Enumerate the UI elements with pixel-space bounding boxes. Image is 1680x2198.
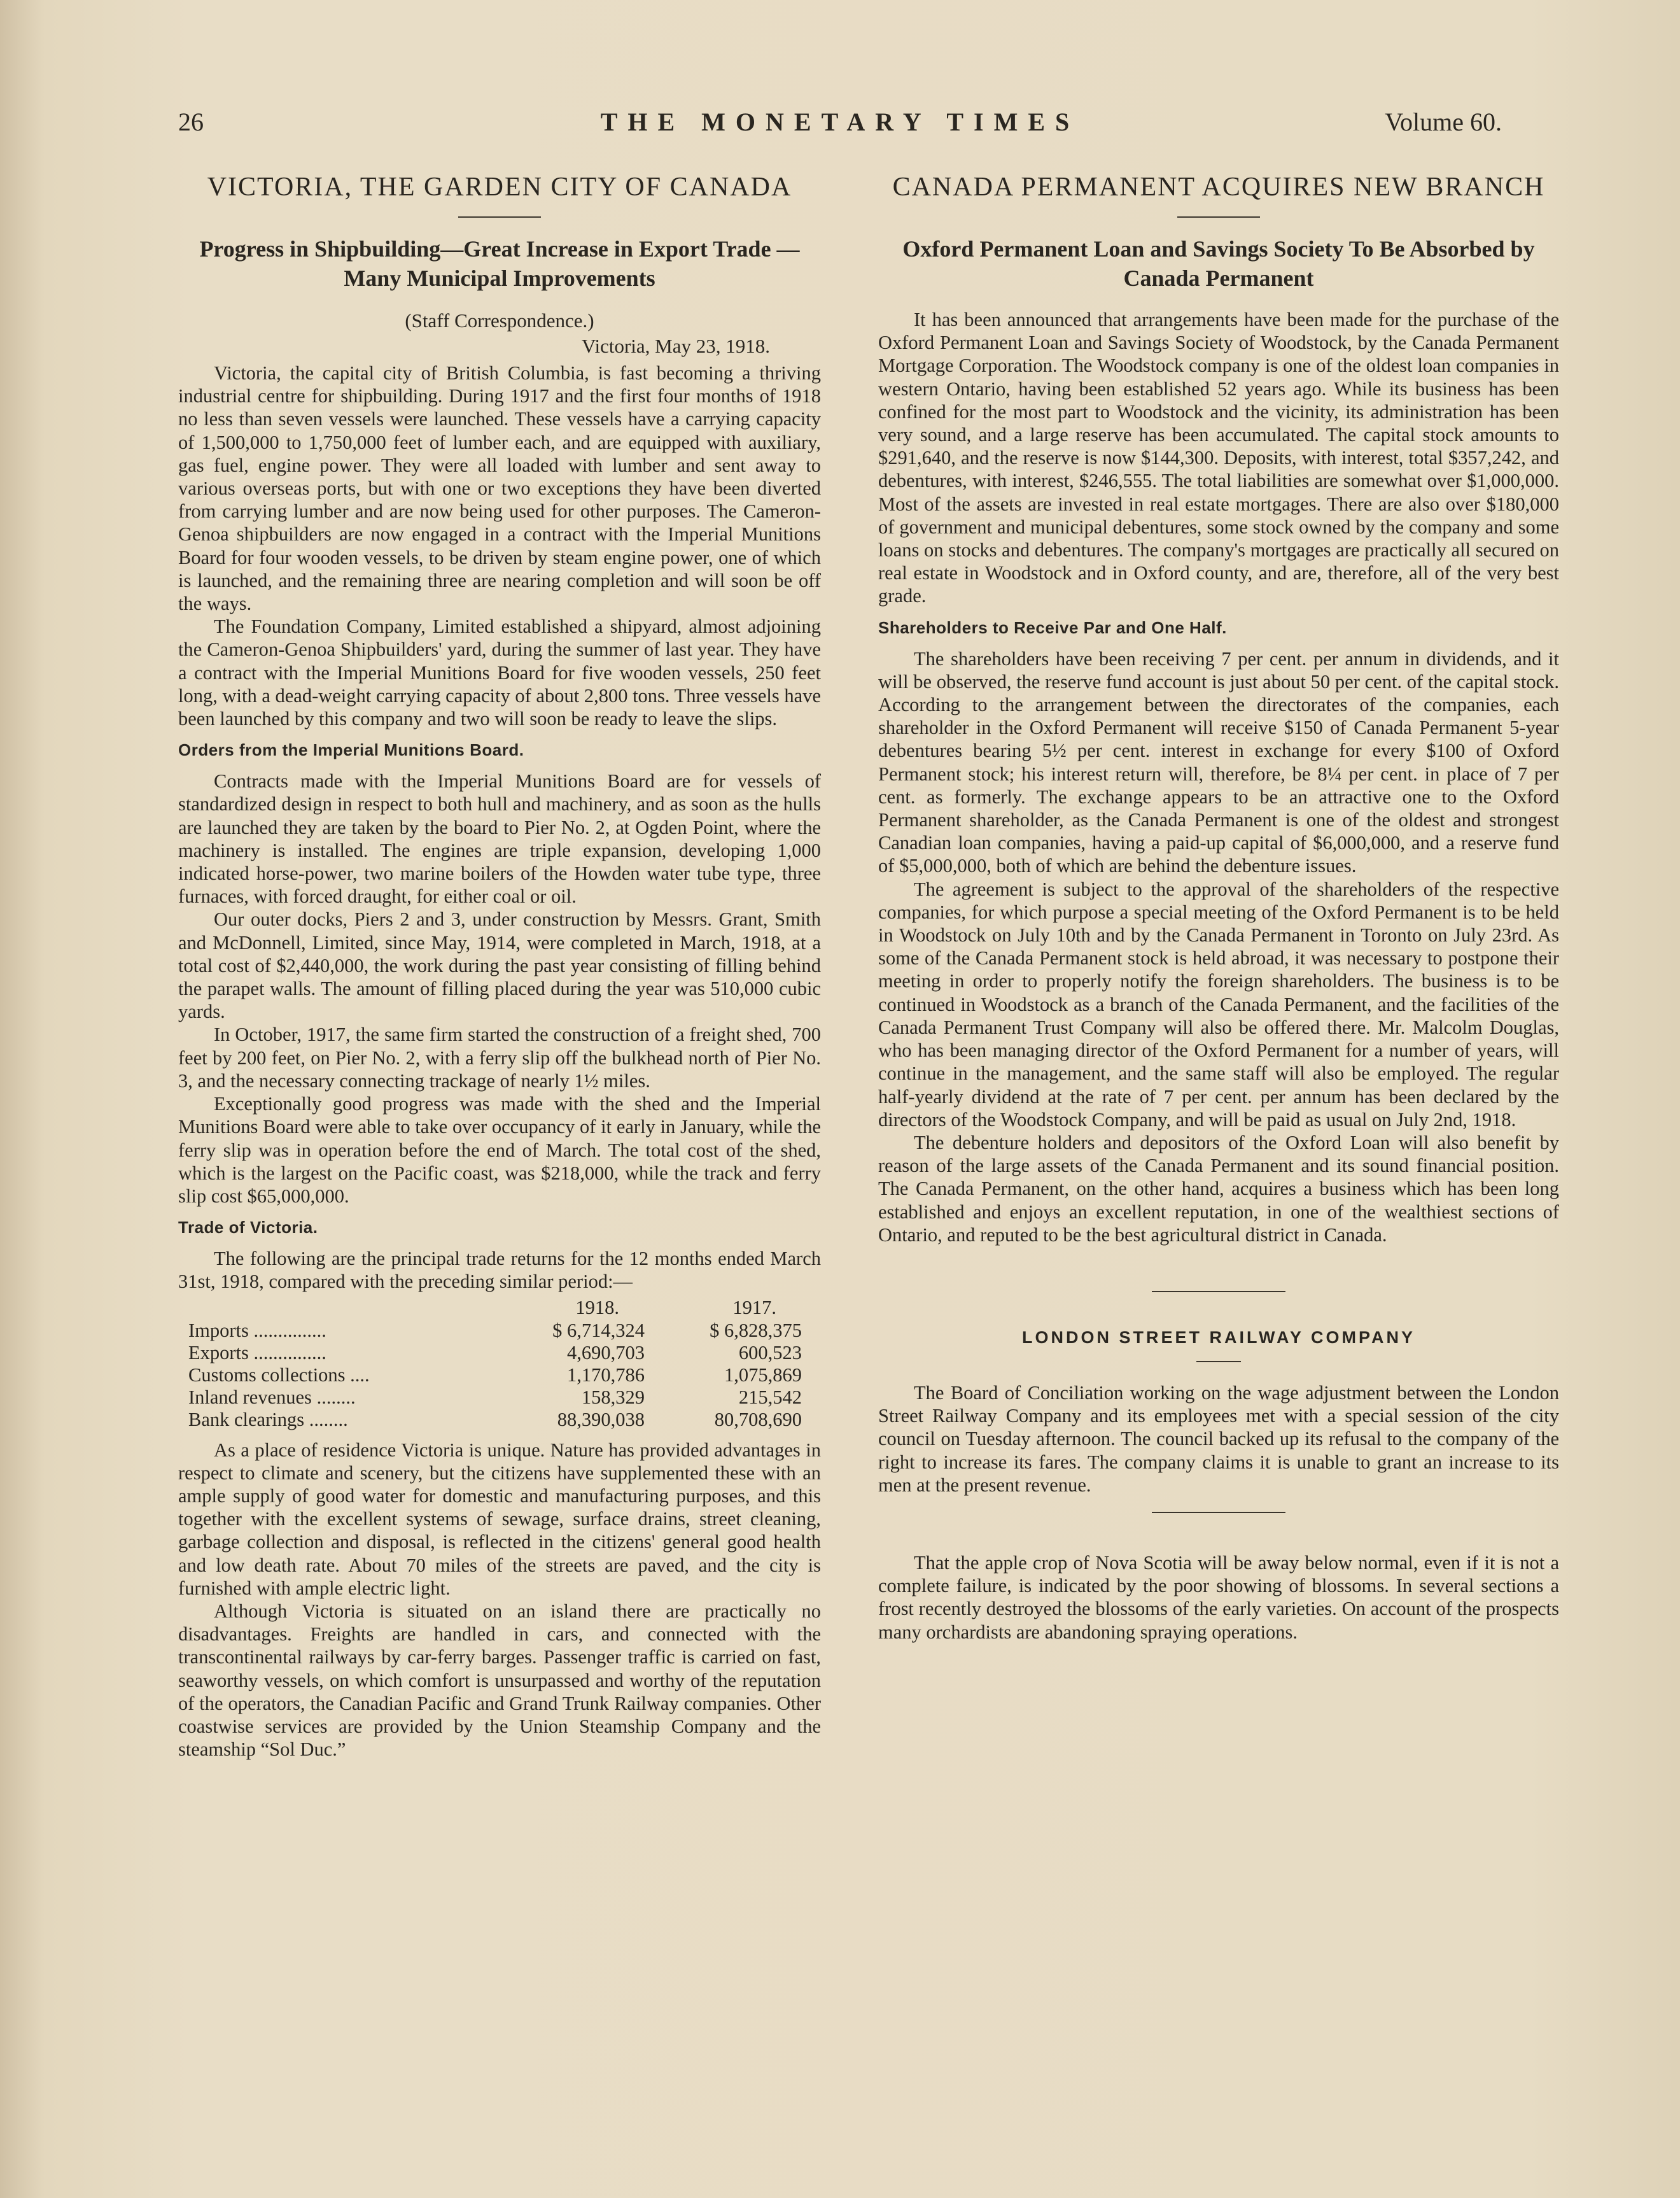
title-rule [458, 216, 541, 218]
table-row [178, 1409, 802, 1431]
leader-dots: ............... [253, 1319, 326, 1341]
value-1917: $ 6,828,375 [710, 1319, 802, 1341]
value-1918: $ 6,714,324 [552, 1319, 645, 1341]
value-1917: 1,075,869 [724, 1363, 802, 1386]
dateline: Victoria, May 23, 1918. [581, 335, 770, 357]
table-row [178, 1342, 802, 1364]
row-label: Exports [188, 1341, 249, 1363]
section-heading: Trade of Victoria. [178, 1218, 318, 1237]
article-subtitle-victoria: Progress in Shipbuilding—Great Increase in Export Trade —Many Municipal Improvements [199, 236, 800, 291]
paragraph: The debenture holders and depositors of the Oxford Loan will also benefit by reason of the large assets of the Canada Permanent and its sound financial position. The Canada Permanent, on the other hand, acquires a business which has been long established and enjoys an excellent reputation, in one of the wealthiest sections of Ontario, and reputed to be the best agricultural district in Canada. [878, 1131, 1559, 1246]
article-subtitle-canada-permanent: Oxford Permanent Loan and Savings Society To Be Absorbed by Canada Permanent [902, 236, 1535, 291]
paragraph: It has been announced that arrangements have been made for the purchase of the Oxford Permanent Loan and Savings Society of Woodstock, by the Canada Permanent Mortgage Corporation. The Woodstock company is one of the oldest loan companies in western Ontario, having been established 52 years ago. While its business has been confined for the most part to Woodstock and the vicinity, its administration has been very sound, and a large reserve has been accumulated. The capital stock amounts to $291,640, and the reserve is now $144,300. Deposits, with interest, total $357,242, and debentures, with interest, $246,555. The total liabilities are somewhat over $1,000,000. Most of the assets are invested in real estate mortgages. There are also over $180,000 of government and municipal debentures, some stock owned by the company and some loans on stocks and debentures. The company's mortgages are practically all secured on real estate in Woodstock and in Oxford county, and are, therefore, all of the very best grade. [878, 309, 1559, 607]
paragraph: Contracts made with the Imperial Munitions Board are for vessels of standardized design in respect to both hull and machinery, and as soon as the hulls are launched they are taken by the board to Pier No. 2, at Ogden Point, where the machinery is installed. The engines are triple expansion, developing 1,000 indicated horse-power, two marine boilers of the Howden water tube type, three furnaces, with forced draught, for either coal or oil. [178, 770, 821, 908]
paragraph: Exceptionally good progress was made with the shed and the Imperial Munitions Board were able to take over occupancy of it early in January, while the ferry slip was in operation before the end of March. The total cost of the shed, which is the largest on the Pacific coast, was $218,000, while the track and ferry slip cost $65,000,000. [178, 1093, 821, 1207]
value-1918: 1,170,786 [567, 1363, 645, 1386]
paragraph: The following are the principal trade returns for the 12 months ended March 31st, 1918, compared with the preceding similar period:— [178, 1248, 821, 1293]
volume-label: Volume 60. [1385, 108, 1502, 136]
running-header [178, 107, 1502, 145]
section-heading: Shareholders to Receive Par and One Half. [878, 617, 1227, 637]
paragraph: Although Victoria is situated on an island there are practically no disadvantages. Freights are handled in cars, and connected with the transcontinental railways by car-ferry barges. Passenger traffic is carried on fast, seaworthy vessels, on which comfort is unsurpassed and worthy of the reputation of the operators, the Canadian Pacific and Grand Trunk Railway companies. Other coastwise services are provided by the Union Steamship Company and the steamship “Sol Duc.” [178, 1600, 821, 1761]
paragraph: Victoria, the capital city of British Columbia, is fast becoming a thriving industrial centre for shipbuilding. During 1917 and the first four months of 1918 no less than seven vessels were launched. These vessels have a carrying capacity of 1,500,000 to 1,750,000 feet of lumber each, and are equipped with auxiliary, gas fuel, engine power. They were all loaded with lumber and sent away to various overseas ports, but with one or two exceptions they have been diverted from carrying lumber and are now being used for other purposes. The Cameron-Genoa shipbuilders are now engaged in a contract with the Imperial Munitions Board for four wooden vessels, to be driven by steam engine power, one of which is launched, and the remaining three are nearing completion and will soon be off the ways. [178, 362, 821, 615]
value-1918: 4,690,703 [567, 1341, 645, 1363]
row-label: Inland revenues [188, 1386, 312, 1408]
trade-returns-table [178, 1296, 802, 1431]
column-header: 1918. [575, 1296, 619, 1318]
left-column [178, 172, 821, 1761]
article-title-london-street-railway: LONDON STREET RAILWAY COMPANY [1021, 1327, 1416, 1347]
leader-dots: ........ [309, 1408, 348, 1430]
title-rule [1196, 1361, 1241, 1362]
table-row [178, 1364, 802, 1386]
table-row [178, 1386, 802, 1409]
page-number: 26 [178, 108, 204, 136]
paragraph: The Board of Conciliation working on the wage adjustment between the London Street Railway Company and its employees met with a special session of the city council on Tuesday afternoon. The council backed up its refusal to the company of the right to increase its fares. The company claims it is unable to grant an increase to its men at the present revenue. [878, 1381, 1559, 1496]
table-row [178, 1320, 802, 1342]
value-1917: 80,708,690 [714, 1408, 802, 1430]
article-title-canada-permanent: CANADA PERMANENT ACQUIRES NEW BRANCH [892, 173, 1545, 202]
paragraph: That the apple crop of Nova Scotia will be away below normal, even if it is not a complete failure, is indicated by the poor showing of blossoms. In several sections a frost recently destroyed the blossoms of the early varieties. On account of the prospects many orchardists are abandoning spraying operations. [878, 1551, 1559, 1643]
article-body-victoria [178, 362, 821, 1761]
paragraph: The agreement is subject to the approval of the shareholders of the respective companies, for which purpose a special meeting of the Oxford Permanent is to be held in Woodstock on July 10th and by the Canada Permanent in Toronto on July 23rd. As some of the Canada Permanent stock is held abroad, it was necessary to postpone their meeting in order to properly notify the foreign shareholders. The business is to be continued in Woodstock as a branch of the Canada Permanent, and the facilities of the Canada Permanent Trust Company will also be offered there. Mr. Malcolm Douglas, who has been managing director of the Oxford Permanent for a number of years, will continue in the management, and the same staff will also be employed. The regular half-yearly dividend at the rate of 7 per cent. per annum has been declared by the directors of the Woodstock Company, and will be paid as usual on July 2nd, 1918. [878, 878, 1559, 1131]
right-column [878, 172, 1559, 1644]
value-1918: 158,329 [581, 1386, 645, 1408]
title-rule [1177, 216, 1260, 218]
value-1918: 88,390,038 [557, 1408, 645, 1430]
paragraph: The Foundation Company, Limited established a shipyard, almost adjoining the Cameron-Genoa Shipbuilders' yard, during the summer of last year. They have a contract with the Imperial Munitions Board for five wooden vessels, 250 feet long, with a dead-weight carrying capacity of about 2,800 tons. Three vessels have been launched by this company and two will soon be ready to leave the slips. [178, 616, 821, 730]
publication-title: THE MONETARY TIMES [600, 108, 1080, 136]
paragraph: The shareholders have been receiving 7 per cent. per annum in dividends, and it will be observed, the reserve fund account is just about 50 per cent. of the capital stock. According to the arrangement between the directorates of the companies, each shareholder in the Oxford Permanent will receive $150 of Canada Permanent 5-year debentures bearing 5½ per cent. interest in exchange for every $100 of Oxford Permanent stock; his interest return will, therefore, be 8¼ per cent. in place of 7 per cent. as formerly. The exchange appears to be an attractive one to the Oxford Permanent shareholder, as the Canada Permanent is one of the oldest and strongest Canadian loan companies, having a paid-up capital of $6,000,000, and a reserve fund of $5,000,000, both of which are behind the debenture issues. [878, 647, 1559, 877]
leader-dots: ........ [316, 1386, 356, 1408]
paragraph: As a place of residence Victoria is unique. Nature has provided advantages in respect to climate and scenery, but the citizens have supplemented these with an ample supply of good water for domestic and manufacturing purposes, and this together with the excellent systems of sewage, surface drains, street cleaning, garbage collection and disposal, is reflected in the citizens' general good health and low death rate. About 70 miles of the streets are paved, and the city is furnished with ample electric light. [178, 1439, 821, 1599]
row-label: Customs collections [188, 1363, 346, 1386]
value-1917: 215,542 [738, 1386, 802, 1408]
leader-dots: ............... [253, 1341, 326, 1363]
article-body-canada-permanent [878, 308, 1559, 1644]
row-label: Imports [188, 1319, 249, 1341]
table-header-row [178, 1296, 802, 1320]
article-title-victoria: VICTORIA, THE GARDEN CITY OF CANADA [207, 173, 792, 202]
staff-correspondence: (Staff Correspondence.) [405, 309, 594, 332]
section-heading: Orders from the Imperial Munitions Board. [178, 740, 524, 760]
row-label: Bank clearings [188, 1408, 305, 1430]
paragraph: Our outer docks, Piers 2 and 3, under construction by Messrs. Grant, Smith and McDonnell, Limited, since May, 1914, were completed in March, 1918, at a total cost of $2,440,000, the work during the past year consisting of filling behind the parapet walls. The amount of filling placed during the year was 510,000 cubic yards. [178, 908, 821, 1023]
paragraph: In October, 1917, the same firm started the construction of a freight shed, 700 feet by 200 feet, on Pier No. 2, with a ferry slip off the bulkhead north of Pier No. 3, and the necessary connecting trackage of nearly 1½ miles. [178, 1024, 821, 1092]
leader-dots: .... [350, 1363, 370, 1386]
value-1917: 600,523 [738, 1341, 802, 1363]
column-header: 1917. [732, 1296, 776, 1318]
